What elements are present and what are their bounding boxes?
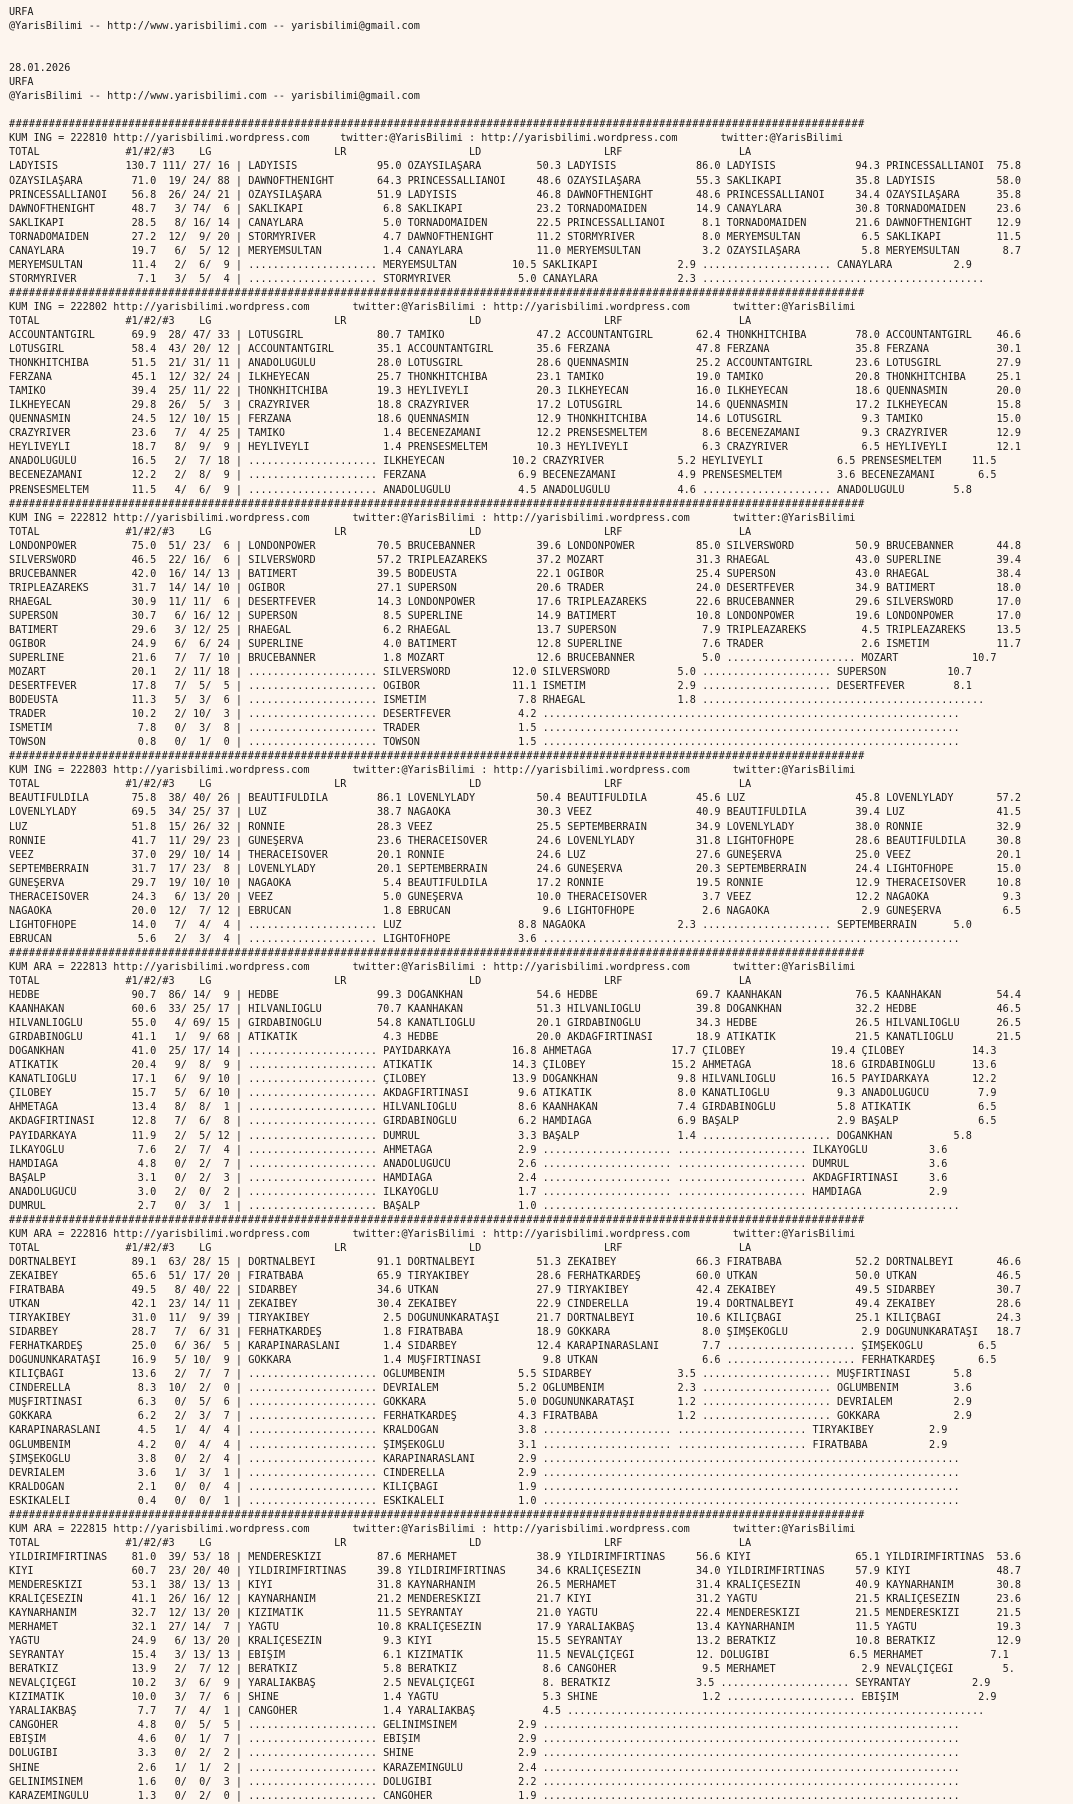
contact-line: @YarisBilimi -- http://www.yarisbilimi.com -- yarisbilimi@gmail.com xyxy=(9,21,420,33)
table-row: GİRDABINOĞLU 41.1 1/ 9/ 68 | ATİKATİK 4.3 HEDBE 20.0 AKDAĞFIRTINASI 18.9 ATİKATİK 21.5 KANATLIOĞLU 21.5 xyxy=(9,1032,1022,1044)
blank-line xyxy=(9,48,1073,62)
table-row: KILIÇBAĞI 13.6 2/ 7/ 7 | ..................... OĞLUMBENİM 5.5 SIDARBEY 3.5 ..................... MUŞFIRTINASI 5.8 xyxy=(9,1369,972,1381)
table-row: CİNDERELLA 8.3 10/ 2/ 0 | ..................... DEVRİALEM 5.2 OĞLUMBENİM 2.3 ..................... OĞLUMBENİM 3.6 xyxy=(9,1383,972,1395)
table-row: MERYEMSULTAN 11.4 2/ 6/ 9 | ..................... MERYEMSULTAN 10.5 SAKLIKAPI 2.9 ..................... CANAYLARA 2.9 xyxy=(9,259,972,271)
table-row: OGİBOR 24.9 6/ 6/ 24 | SUPERLINE 4.0 BATIMERT 12.8 SUPERLINE 7.6 TRADER 2.6 İSMETİM 11.7 xyxy=(9,638,1022,650)
race-sections xyxy=(9,118,1073,1803)
column-header-row: TOTAL #1/#2/#3 LG LR LD LRF LA xyxy=(9,147,752,159)
table-row: BEAUTIFULDİLA 75.8 38/ 40/ 26 | BEAUTIFULDİLA 86.1 LOVENLYLADY 50.4 BEAUTIFULDİLA 45.6 LUZ 45.8 LOVENLYLADY 57.2 xyxy=(9,793,1022,805)
table-row: İLKHEYECAN 29.8 26/ 5/ 3 | CRAZYRIVER 18.8 CRAZYRIVER 17.2 LOTUSGIRL 14.6 QUENNASMIN 17.2 İLKHEYECAN 15.8 xyxy=(9,400,1022,412)
table-row: ACCOUNTANTGIRL 69.9 28/ 47/ 33 | LOTUSGIRL 80.7 TAMİKO 47.2 ACCOUNTANTGIRL 62.4 THONKHITCHIBA 78.0 ACCOUNTANTGIRL 46.6 xyxy=(9,329,1022,341)
table-row: SHINE 2.6 1/ 1/ 2 | ..................... KARAZEMİNGÜLÜ 2.4 .................................................................... xyxy=(9,1762,960,1774)
date-line: 28.01.2026 xyxy=(9,63,71,75)
table-row: VEEZ 37.0 29/ 10/ 14 | THERACEISOVER 20.1 RONNIE 24.6 LUZ 27.6 GÜNEŞERVA 25.0 VEEZ 20.1 xyxy=(9,849,1022,861)
table-row: HEDBE 90.7 86/ 14/ 9 | HEDBE 99.3 DOĞANKHAN 54.6 HEDBE 69.7 KAANHAKAN 76.5 KAANHAKAN 54.4 xyxy=(9,990,1022,1002)
table-row: UTKAN 42.1 23/ 14/ 11 | ZEKAİBEY 30.4 ZEKAİBEY 22.9 CİNDERELLA 19.4 DÖRTNALBEYİ 49.4 ZEKAİBEY 28.6 xyxy=(9,1299,1022,1311)
table-row: GÖKKARA 6.2 2/ 3/ 7 | ..................... FERHATKARDEŞ 4.3 FIRATBABA 1.2 ..................... GÖKKARA 2.9 xyxy=(9,1411,972,1423)
table-row: MERHAMET 32.1 27/ 14/ 7 | YAĞTU 10.8 KRALİÇESEZİN 17.9 YARALIAKBAŞ 13.4 KAYNARHANIM 11.5 YAĞTU 19.3 xyxy=(9,1622,1022,1634)
table-row: DÖRTNALBEYİ 89.1 63/ 28/ 15 | DÖRTNALBEYİ 91.1 DÖRTNALBEYİ 51.3 ZEKAİBEY 66.3 FIRATBABA 52.2 DÖRTNALBEYİ 46.6 xyxy=(9,1256,1022,1268)
city-header-2: URFA xyxy=(9,77,34,89)
table-row: HAMDİAĞA 4.8 0/ 2/ 7 | ..................... ANADOLUGÜCÜ 2.6 ..................... ..................... DUMRUL 3.6 xyxy=(9,1158,948,1170)
table-row: PAYİDARKAYA 11.9 2/ 5/ 12 | ..................... DUMRUL 3.3 BAŞALP 1.4 ..................... DOĞANKHAN 5.8 xyxy=(9,1130,972,1142)
table-row: DOLUGIBI 3.3 0/ 2/ 2 | ..................... SHINE 2.9 .................................................................... xyxy=(9,1748,960,1760)
race-title: KUM ING = 222803 http://yarisbilimi.wordpress.com twitter:@YarisBilimi : http://yarisbilimi.wordpress.com twitter:@YarisBilimi xyxy=(9,765,856,777)
column-header-row: TOTAL #1/#2/#3 LG LR LD LRF LA xyxy=(9,526,752,538)
table-row: YARALIAKBAŞ 7.7 7/ 4/ 1 | CANGÖHER 1.4 YARALIAKBAŞ 4.5 .................................................................... xyxy=(9,1706,985,1718)
section-separator: ################################################################################################################################# xyxy=(9,287,865,299)
table-row: ATİKATİK 20.4 9/ 8/ 9 | ..................... ATİKATİK 14.3 ÇİLOBEY 15.2 AHMETAĞA 18.6 GİRDABINOĞLU 13.6 xyxy=(9,1060,997,1072)
table-row: LOTUSGIRL 58.4 43/ 20/ 12 | ACCOUNTANTGIRL 35.1 ACCOUNTANTGIRL 35.6 FERZANA 47.8 FERZANA 35.8 FERZANA 30.1 xyxy=(9,344,1022,356)
table-row: KRALİÇESEZİN 41.1 26/ 16/ 12 | KAYNARHANIM 21.2 MENDERESKIZI 21.7 KIYI 31.2 YAĞTU 21.5 KRALİÇESEZİN 23.6 xyxy=(9,1593,1022,1605)
race-title: KUM ARA = 222813 http://yarisbilimi.wordpress.com twitter:@YarisBilimi : http://yarisbilimi.wordpress.com twitter:@YarisBilimi xyxy=(9,961,856,973)
table-row: ESKİKALELİ 0.4 0/ 0/ 1 | ..................... ESKİKALELİ 1.0 .................................................................... xyxy=(9,1495,960,1507)
table-row: FERHATKARDEŞ 25.0 6/ 36/ 5 | KARAPINARASLANI 1.4 SIDARBEY 12.4 KARAPINARASLANI 7.7 ..................... ŞİMŞEKOĞLU 6.5 xyxy=(9,1341,997,1353)
blank-line xyxy=(9,104,1073,118)
table-row: CANAYLARA 19.7 6/ 5/ 12 | MERYEMSULTAN 1.4 CANAYLARA 11.0 MERYEMSULTAN 3.2 ÖZAYSILAŞARA 5.8 MERYEMSULTAN 8.7 xyxy=(9,245,1022,257)
table-row: KIYI 60.7 23/ 20/ 40 | YILDIRIMFIRTINAS 39.8 YILDIRIMFIRTINAS 34.6 KRALİÇESEZİN 34.0 YILDIRIMFIRTINAS 57.9 KIYI 48.7 xyxy=(9,1565,1022,1577)
column-header-row: TOTAL #1/#2/#3 LG LR LD LRF LA xyxy=(9,1242,752,1254)
column-header-row: TOTAL #1/#2/#3 LG LR LD LRF LA xyxy=(9,779,752,791)
table-row: MOZART 20.1 2/ 11/ 18 | ..................... SILVERSWORD 12.0 SILVERSWORD 5.0 ..................... SUPERSON 10.7 xyxy=(9,667,972,679)
table-row: EBİŞİM 4.6 0/ 1/ 7 | ..................... EBİŞİM 2.9 .................................................................... xyxy=(9,1734,960,1746)
table-row: BRUCEBANNER 42.0 16/ 14/ 13 | BATIMERT 39.5 BODEUSTA 22.1 OGİBOR 25.4 SUPERSON 43.0 RHAEGAL 38.4 xyxy=(9,568,1022,580)
section-separator: ################################################################################################################################# xyxy=(9,119,865,131)
city-header: URFA xyxy=(9,7,34,18)
table-row: AKDAĞFIRTINASI 12.8 7/ 6/ 8 | ..................... GİRDABINOĞLU 6.2 HAMDİAĞA 6.9 BAŞALP 2.9 BAŞALP 6.5 xyxy=(9,1116,997,1128)
table-row: OĞLUMBENİM 4.2 0/ 4/ 4 | ..................... ŞİMŞEKOĞLU 3.1 ..................... ..................... FIRATBABA 2.9 xyxy=(9,1439,948,1451)
table-row: BECENEZAMANI 12.2 2/ 8/ 9 | ..................... FERZANA 6.9 BECENEZAMANI 4.9 PRENSESMELTEM 3.6 BECENEZAMANI 6.5 xyxy=(9,470,997,482)
column-header-row: TOTAL #1/#2/#3 LG LR LD LRF LA xyxy=(9,315,752,327)
section-separator: ################################################################################################################################# xyxy=(9,1214,865,1226)
table-row: SIDARBEY 28.7 7/ 6/ 31 | FERHATKARDEŞ 1.8 FIRATBABA 18.9 GÖKKARA 8.0 ŞİMŞEKOĞLU 2.9 DOĞUNUNKARATAŞI 18.7 xyxy=(9,1327,1022,1339)
table-row: ANADOLUGÜLÜ 16.5 2/ 7/ 18 | ..................... İLKHEYECAN 10.2 CRAZYRIVER 5.2 HEYLİVEYLİ 6.5 PRENSESMELTEM 11.5 xyxy=(9,456,997,468)
table-row: LIGHTOFHOPE 14.0 7/ 4/ 4 | ..................... LUZ 8.8 NAGAOKA 2.3 ..................... SEPTEMBERRAIN 5.0 xyxy=(9,919,972,931)
section-separator: ################################################################################################################################# xyxy=(9,947,865,959)
column-header-row: TOTAL #1/#2/#3 LG LR LD LRF LA xyxy=(9,976,752,987)
table-row: RONNIE 41.7 11/ 29/ 23 | GÜNEŞERVA 23.6 THERACEISOVER 24.6 LOVENLYLADY 31.8 LIGHTOFHOPE 28.6 BEAUTIFULDİLA 30.8 xyxy=(9,835,1022,847)
table-row: DAWNOFTHENIGHT 48.7 3/ 74/ 6 | SAKLIKAPI 6.8 SAKLIKAPI 23.2 TORNADOMAIDEN 14.9 CANAYLARA 30.8 TORNADOMAIDEN 23.6 xyxy=(9,203,1022,215)
table-row: ZEKAİBEY 65.6 51/ 17/ 20 | FIRATBABA 65.9 TİRYAKİBEY 28.6 FERHATKARDEŞ 60.0 UTKAN 50.0 UTKAN 46.5 xyxy=(9,1270,1022,1282)
column-header-row: TOTAL #1/#2/#3 LG LR LD LRF LA xyxy=(9,1537,752,1549)
table-row: MENDERESKIZI 53.1 38/ 13/ 13 | KIYI 31.8 KAYNARHANIM 26.5 MERHAMET 31.4 KRALİÇESEZİN 40.9 KAYNARHANIM 30.8 xyxy=(9,1579,1022,1591)
table-row: QUENNASMIN 24.5 12/ 10/ 15 | FERZANA 18.6 QUENNASMIN 12.9 THONKHITCHIBA 14.6 LOTUSGIRL 9.3 TAMİKO 15.0 xyxy=(9,414,1022,426)
table-row: LUZ 51.8 15/ 26/ 32 | RONNIE 28.3 VEEZ 25.5 SEPTEMBERRAIN 34.9 LOVENLYLADY 38.0 RONNIE 32.9 xyxy=(9,821,1022,833)
table-row: KARAPINARASLANI 4.5 1/ 4/ 4 | ..................... KRALDOĞAN 3.8 ..................... ..................... TİRYAKİBEY 2.9 xyxy=(9,1425,948,1437)
table-row: KANATLIOĞLU 17.1 6/ 9/ 10 | ..................... ÇİLOBEY 13.9 DOĞANKHAN 9.8 HİLVANLIOĞLU 16.5 PAYİDARKAYA 12.2 xyxy=(9,1074,997,1086)
race-title: KUM ARA = 222816 http://yarisbilimi.wordpress.com twitter:@YarisBilimi : http://yarisbilimi.wordpress.com twitter:@YarisBilimi xyxy=(9,1228,856,1240)
table-row: RHAEGAL 30.9 11/ 11/ 6 | DESERTFEVER 14.3 LONDONPOWER 17.6 TRIPLEAZAREKS 22.6 BRUCEBANNER 29.6 SILVERSWORD 17.0 xyxy=(9,596,1022,608)
table-row: SUPERLINE 21.6 7/ 7/ 10 | BRUCEBANNER 1.8 MOZART 12.6 BRUCEBANNER 5.0 ..................... MOZART 10.7 xyxy=(9,653,997,665)
table-row: LOVENLYLADY 69.5 34/ 25/ 37 | LUZ 38.7 NAGAOKA 30.3 VEEZ 40.9 BEAUTIFULDİLA 39.4 LUZ 41.5 xyxy=(9,807,1022,819)
table-row: DOĞUNUNKARATAŞI 16.9 5/ 10/ 9 | GÖKKARA 1.4 MUŞFIRTINASI 9.8 UTKAN 6.6 ..................... FERHATKARDEŞ 6.5 xyxy=(9,1355,997,1367)
table-row: SEYRANTAY 15.4 3/ 13/ 13 | EBİŞİM 6.1 KIZIMATİK 11.5 NEVALÇİÇEĞİ 12. DOLUGIBI 6.5 MERHAMET 7.1 xyxy=(9,1650,1009,1662)
table-row: ŞİMŞEKOĞLU 3.8 0/ 2/ 4 | ..................... KARAPINARASLANI 2.9 .................................................................... xyxy=(9,1453,960,1465)
contact-line-2: @YarisBilimi -- http://www.yarisbilimi.com -- yarisbilimi@gmail.com xyxy=(9,91,420,103)
table-row: HİLVANLIOĞLU 55.0 4/ 69/ 15 | GİRDABINOĞLU 54.8 KANATLIOĞLU 20.1 GİRDABINOĞLU 34.3 HEDBE 26.5 HİLVANLIOĞLU 26.5 xyxy=(9,1018,1022,1030)
table-row: CANGÖHER 4.8 0/ 5/ 5 | ..................... GELİNİMSİNEM 2.9 .................................................................... xyxy=(9,1720,960,1732)
table-row: SILVERSWORD 46.5 22/ 16/ 6 | SILVERSWORD 57.2 TRIPLEAZAREKS 37.2 MOZART 31.3 RHAEGAL 43.0 SUPERLINE 39.4 xyxy=(9,554,1022,566)
table-row: TOWSON 0.8 0/ 1/ 0 | ..................... TOWSON 1.5 .................................................................... xyxy=(9,737,960,749)
table-row: HEYLİVEYLİ 18.7 8/ 9/ 9 | HEYLİVEYLİ 1.4 PRENSESMELTEM 10.3 HEYLİVEYLİ 6.3 CRAZYRIVER 6.5 HEYLİVEYLİ 12.1 xyxy=(9,442,1022,454)
table-row: LONDONPOWER 75.0 51/ 23/ 6 | LONDONPOWER 70.5 BRUCEBANNER 39.6 LONDONPOWER 85.0 SILVERSWORD 50.9 BRUCEBANNER 44.8 xyxy=(9,540,1022,552)
table-row: NAGAOKA 20.0 12/ 7/ 12 | EBRUCAN 1.8 EBRUCAN 9.6 LIGHTOFHOPE 2.6 NAGAOKA 2.9 GÜNEŞERVA 6.5 xyxy=(9,905,1022,917)
table-row: DESERTFEVER 17.8 7/ 5/ 5 | ..................... OGİBOR 11.1 İSMETİM 2.9 ..................... DESERTFEVER 8.1 xyxy=(9,681,972,693)
table-row: DEVRİALEM 3.6 1/ 3/ 1 | ..................... CİNDERELLA 2.9 .................................................................... xyxy=(9,1467,960,1479)
table-row: YILDIRIMFIRTINAS 81.0 39/ 53/ 18 | MENDERESKIZI 87.6 MERHAMET 38.9 YILDIRIMFIRTINAS 56.6 KIYI 65.1 YILDIRIMFIRTINAS 53.6 xyxy=(9,1551,1022,1563)
table-row: AHMETAĞA 13.4 8/ 8/ 1 | ..................... HİLVANLIOĞLU 8.6 KAANHAKAN 7.4 GİRDABINOĞLU 5.8 ATİKATİK 6.5 xyxy=(9,1102,997,1114)
table-row: BATIMERT 29.6 3/ 12/ 25 | RHAEGAL 6.2 RHAEGAL 13.7 SUPERSON 7.9 TRIPLEAZAREKS 4.5 TRIPLEAZAREKS 13.5 xyxy=(9,624,1022,636)
table-row: PRENSESMELTEM 11.5 4/ 6/ 9 | ..................... ANADOLUGÜLÜ 4.5 ANADOLUGÜLÜ 4.6 ..................... ANADOLUGÜLÜ 5.8 xyxy=(9,484,972,496)
race-title: KUM ING = 222810 http://yarisbilimi.wordpress.com twitter:@YarisBilimi : http://yarisbilimi.wordpress.com twitter:@YarisBilimi xyxy=(9,133,844,145)
table-row: DUMRUL 2.7 0/ 3/ 1 | ..................... BAŞALP 1.0 .................................................................... xyxy=(9,1200,960,1212)
table-row: DOĞANKHAN 41.0 25/ 17/ 14 | ..................... PAYİDARKAYA 16.8 AHMETAĞA 17.7 ÇİLOBEY 19.4 ÇİLOBEY 14.3 xyxy=(9,1046,997,1058)
table-row: MUŞFIRTINASI 6.3 0/ 5/ 6 | ..................... GÖKKARA 5.0 DOĞUNUNKARATAŞI 1.2 ..................... DEVRİALEM 2.9 xyxy=(9,1397,972,1409)
table-row: BODEUSTA 11.3 5/ 3/ 6 | ..................... İSMETİM 7.8 RHAEGAL 1.8 .............................................. xyxy=(9,695,985,707)
table-row: BAŞALP 3.1 0/ 2/ 3 | ..................... HAMDİAĞA 2.4 ..................... ..................... AKDAĞFIRTINASI 3.6 xyxy=(9,1172,948,1184)
table-row: YAĞTU 24.9 6/ 13/ 20 | KRALİÇESEZİN 9.3 KIYI 15.5 SEYRANTAY 13.2 BERATKIZ 10.8 BERATKIZ 12.9 xyxy=(9,1636,1022,1648)
race-title: KUM ING = 222812 http://yarisbilimi.wordpress.com twitter:@YarisBilimi : http://yarisbilimi.wordpress.com twitter:@YarisBilimi xyxy=(9,512,856,524)
table-row: TAMİKO 39.4 25/ 11/ 22 | THONKHITCHIBA 19.3 HEYLİVEYLİ 20.3 İLKHEYECAN 16.0 İLKHEYECAN 18.6 QUENNASMIN 20.0 xyxy=(9,386,1022,398)
table-row: SEPTEMBERRAIN 31.7 17/ 23/ 8 | LOVENLYLADY 20.1 SEPTEMBERRAIN 24.6 GÜNEŞERVA 20.3 SEPTEMBERRAIN 24.4 LIGHTOFHOPE 15.0 xyxy=(9,863,1022,875)
table-row: THONKHITCHIBA 51.5 21/ 31/ 11 | ANADOLUGÜLÜ 28.0 LOTUSGIRL 28.6 QUENNASMIN 25.2 ACCOUNTANTGIRL 23.6 LOTUSGIRL 27.9 xyxy=(9,358,1022,370)
table-row: BERATKIZ 13.9 2/ 7/ 12 | BERATKIZ 5.8 BERATKIZ 8.6 CANGÖHER 9.5 MERHAMET 2.9 NEVALÇİÇEĞİ 5. xyxy=(9,1664,1015,1676)
race-title: KUM ARA = 222815 http://yarisbilimi.wordpress.com twitter:@YarisBilimi : http://yarisbilimi.wordpress.com twitter:@YarisBilimi xyxy=(9,1523,856,1535)
section-separator: ################################################################################################################################# xyxy=(9,751,865,763)
table-row: GÜNEŞERVA 29.7 19/ 10/ 10 | NAGAOKA 5.4 BEAUTIFULDİLA 17.2 RONNIE 19.5 RONNIE 12.9 THERACEISOVER 10.8 xyxy=(9,877,1022,889)
table-row: TRADER 10.2 2/ 10/ 3 | ..................... DESERTFEVER 4.2 .................................................................... xyxy=(9,709,960,721)
table-row: LADYİSİS 130.7 111/ 27/ 16 | LADYİSİS 95.0 ÖZAYSILAŞARA 50.3 LADYİSİS 86.0 LADYİSİS 94.3 PRINCESSALLIANOI 75.8 xyxy=(9,161,1022,173)
section-separator: ################################################################################################################################# xyxy=(9,1509,865,1521)
table-row: PRINCESSALLIANOI 56.8 26/ 24/ 21 | ÖZAYSILAŞARA 51.9 LADYİSİS 46.8 DAWNOFTHENIGHT 48.6 PRINCESSALLIANOI 34.4 ÖZAYSILAŞARA 35.8 xyxy=(9,189,1022,201)
table-row: THERACEISOVER 24.3 6/ 13/ 20 | VEEZ 5.0 GÜNEŞERVA 10.0 THERACEISOVER 3.7 VEEZ 12.2 NAGAOKA 9.3 xyxy=(9,891,1022,903)
table-row: KIZIMATİK 10.0 3/ 7/ 6 | SHINE 1.4 YAĞTU 5.3 SHINE 1.2 ..................... EBİŞİM 2.9 xyxy=(9,1692,997,1704)
blank-line xyxy=(9,34,1073,48)
table-row: CRAZYRIVER 23.6 7/ 4/ 25 | TAMİKO 1.4 BECENEZAMANI 12.2 PRENSESMELTEM 8.6 BECENEZAMANI 9.3 CRAZYRIVER 12.9 xyxy=(9,428,1022,440)
table-row: ANADOLUGÜCÜ 3.0 2/ 0/ 2 | ..................... İLKAYOĞLU 1.7 ..................... ..................... HAMDİAĞA 2.9 xyxy=(9,1186,948,1198)
race-title: KUM ING = 222802 http://yarisbilimi.wordpress.com twitter:@YarisBilimi : http://yarisbilimi.wordpress.com twitter:@YarisBilimi xyxy=(9,301,856,313)
table-row: GELİNİMSİNEM 1.6 0/ 0/ 3 | ..................... DOLUGIBI 2.2 .................................................................... xyxy=(9,1776,960,1788)
table-row: ÇİLOBEY 15.7 5/ 6/ 10 | ..................... AKDAĞFIRTINASI 9.6 ATİKATİK 8.0 KANATLIOĞLU 9.3 ANADOLUGÜCÜ 7.9 xyxy=(9,1088,997,1100)
table-row: STORMYRIVER 7.1 3/ 5/ 4 | ..................... STORMYRIVER 5.0 CANAYLARA 2.3 .............................................. xyxy=(9,273,985,285)
table-row: KAANHAKAN 60.6 33/ 25/ 17 | HİLVANLIOĞLU 70.7 KAANHAKAN 51.3 HİLVANLIOĞLU 39.8 DOĞANKHAN 32.2 HEDBE 46.5 xyxy=(9,1004,1022,1016)
table-row: ÖZAYSILAŞARA 71.0 19/ 24/ 88 | DAWNOFTHENIGHT 64.3 PRINCESSALLIANOI 48.6 ÖZAYSILAŞARA 55.3 SAKLIKAPI 35.8 LADYİSİS 58.0 xyxy=(9,175,1022,187)
table-row: TORNADOMAIDEN 27.2 12/ 9/ 20 | STORMYRIVER 4.7 DAWNOFTHENIGHT 11.2 STORMYRIVER 8.0 MERYEMSULTAN 6.5 SAKLIKAPI 11.5 xyxy=(9,231,1022,243)
table-row: FERZANA 45.1 12/ 32/ 24 | İLKHEYECAN 25.7 THONKHITCHIBA 23.1 TAMİKO 19.0 TAMİKO 20.8 THONKHITCHIBA 25.1 xyxy=(9,372,1022,384)
table-row: KAYNARHANIM 32.7 12/ 13/ 20 | KIZIMATİK 11.5 SEYRANTAY 21.0 YAĞTU 22.4 MENDERESKIZI 21.5 MENDERESKIZI 21.5 xyxy=(9,1608,1022,1620)
table-row: İSMETİM 7.8 0/ 3/ 8 | ..................... TRADER 1.5 .................................................................... xyxy=(9,723,960,735)
table-row: TİRYAKİBEY 31.0 11/ 9/ 39 | TİRYAKİBEY 2.5 DOĞUNUNKARATAŞI 21.7 DÖRTNALBEYİ 10.6 KILIÇBAĞI 25.1 KILIÇBAĞI 24.3 xyxy=(9,1313,1022,1325)
table-row: SAKLIKAPI 28.5 8/ 16/ 14 | CANAYLARA 5.0 TORNADOMAIDEN 22.5 PRINCESSALLIANOI 8.1 TORNADOMAIDEN 21.6 DAWNOFTHENIGHT 12.9 xyxy=(9,217,1022,229)
table-row: KARAZEMİNGÜLÜ 1.3 0/ 2/ 0 | ..................... CANGÖHER 1.9 .................................................................... xyxy=(9,1790,960,1802)
table-row: İLKAYOĞLU 7.6 2/ 7/ 4 | ..................... AHMETAĞA 2.9 ..................... ..................... İLKAYOĞLU 3.6 xyxy=(9,1144,948,1156)
table-row: TRIPLEAZAREKS 31.7 14/ 14/ 10 | OGİBOR 27.1 SUPERSON 20.6 TRADER 24.0 DESERTFEVER 34.9 BATIMERT 18.0 xyxy=(9,582,1022,594)
section-separator: ################################################################################################################################# xyxy=(9,498,865,510)
table-row: NEVALÇİÇEĞİ 10.2 3/ 6/ 9 | YARALIAKBAŞ 2.5 NEVALÇİÇEĞİ 8. BERATKIZ 3.5 ..................... SEYRANTAY 2.9 xyxy=(9,1678,991,1690)
table-row: FIRATBABA 49.5 8/ 40/ 22 | SIDARBEY 34.6 UTKAN 27.9 TİRYAKİBEY 42.4 ZEKAİBEY 49.5 SIDARBEY 30.7 xyxy=(9,1284,1022,1296)
table-row: KRALDOĞAN 2.1 0/ 0/ 4 | ..................... KILIÇBAĞI 1.9 .................................................................... xyxy=(9,1481,960,1493)
table-row: EBRUCAN 5.6 2/ 3/ 4 | ..................... LIGHTOFHOPE 3.6 .................................................................... xyxy=(9,933,960,945)
table-row: SUPERSON 30.7 6/ 16/ 12 | SUPERSON 8.5 SUPERLINE 14.9 BATIMERT 10.8 LONDONPOWER 19.6 LONDONPOWER 17.0 xyxy=(9,610,1022,622)
